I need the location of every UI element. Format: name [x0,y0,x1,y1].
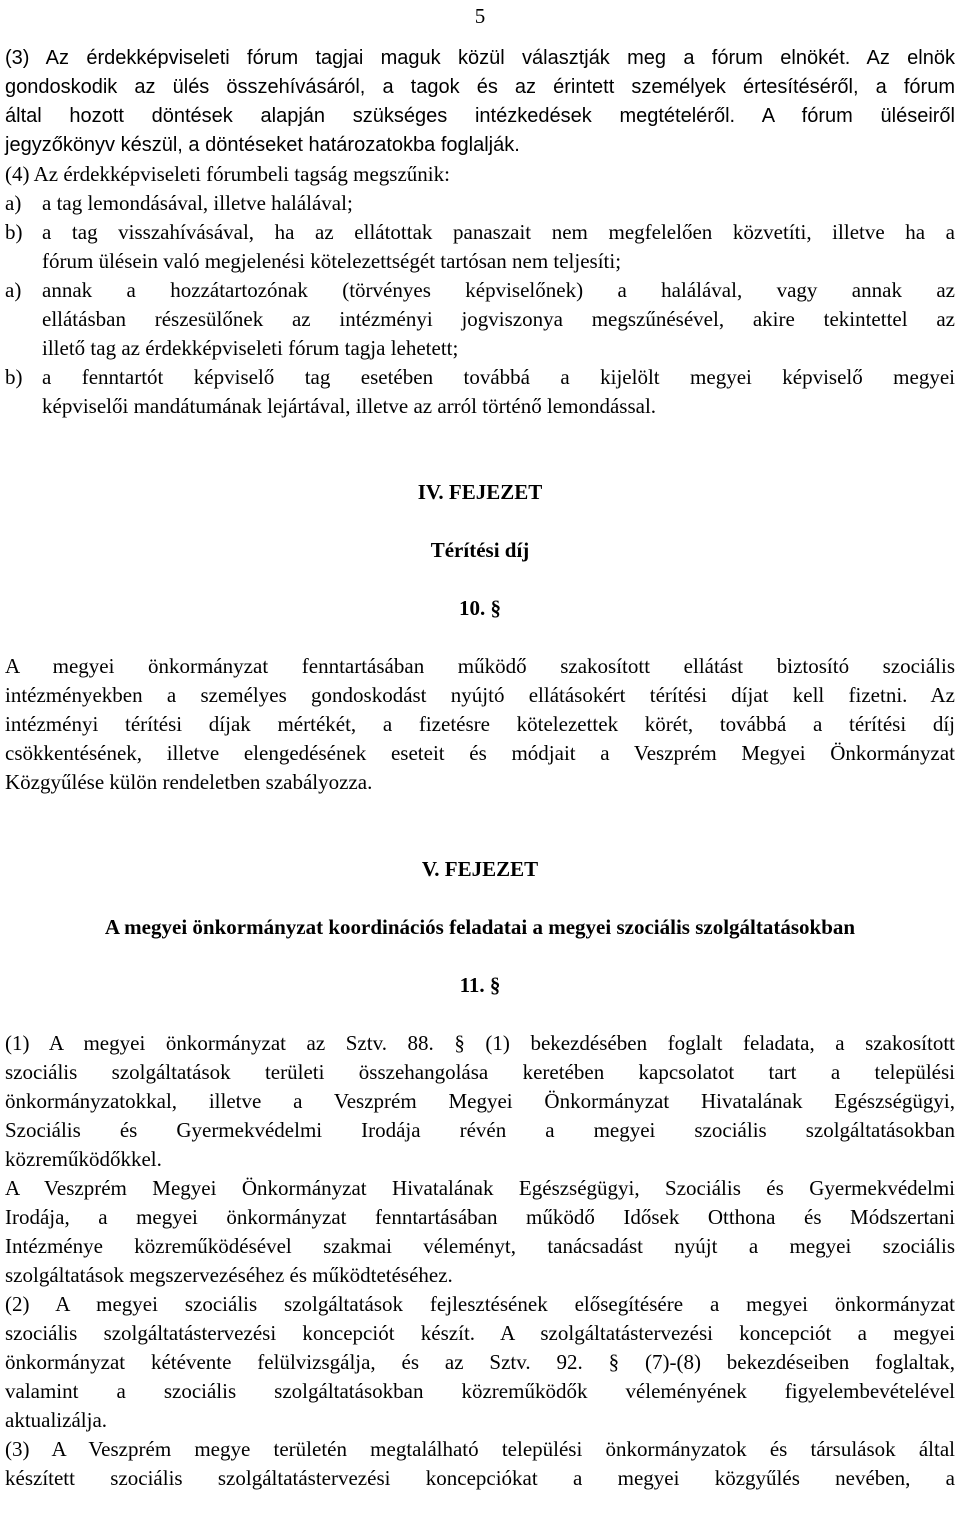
text-line: valamint a szociális szolgáltatásokban közreműködők véleményének figyelembevételével [5,1379,955,1403]
chapter-heading: IV. FEJEZET [417,480,543,504]
text-line: önkormányzatokkal, illetve a Veszprém Megyei Önkormányzat Hivatalának Egészségügyi, [5,1089,955,1113]
section-number: 11. § [459,973,501,997]
list-marker: b) [5,220,23,244]
list-item-text: a tag lemondásával, illetve halálával; [42,191,353,215]
list-item-text: a fenntartót képviselő tag esetében továbbá a kijelölt megyei képviselő megyei [42,365,955,389]
text-line: által hozott döntések alapján szükséges intézkedések megtételéről. A fórum üléseiről [5,105,955,127]
list-item-text: illető tag az érdekképviseleti fórum tagja lehetett; [42,336,459,360]
chapter-title: Térítési díj [430,538,530,562]
text-line: Irodája, a megyei önkormányzat fenntartásában működő Idősek Otthona és Módszertani [5,1205,955,1229]
section-number: 10. § [459,596,501,620]
text-line: önkormányzat kétévente felülvizsgálja, és az Sztv. 92. § (7)-(8) bekezdéseiben foglaltak, [5,1350,955,1374]
text-line: A Veszprém Megyei Önkormányzat Hivatalának Egészségügyi, Szociális és Gyermekvédelmi [5,1176,955,1200]
text-line: intézményi térítési díjak mértékét, a fizetésre kötelezettek körét, továbbá a térítési díj [5,712,955,736]
text-line: csökkentésének, illetve elengedésének eseteit és módjait a Veszprém Megyei Önkormányzat [5,741,955,765]
text-line: (1) A megyei önkormányzat az Sztv. 88. § (1) bekezdésében foglalt feladata, a szakosított [5,1031,955,1055]
text-line: szociális szolgáltatástervezési koncepciót készít. A szolgáltatástervezési koncepciót a megyei [5,1321,955,1345]
text-line: Intézménye közreműködésével szakmai véleményt, tanácsadást nyújt a megyei szociális [5,1234,955,1258]
text-line: Szociális és Gyermekvédelmi Irodája révén a megyei szociális szolgáltatásokban [5,1118,955,1142]
text-line: jegyzőkönyv készül, a döntéseket határozatokba foglalják. [5,134,520,156]
list-item-text: a tag visszahívásával, ha az ellátottak panaszait nem megfelelően közvetíti, illetve ha a [42,220,955,244]
text-line: szociális szolgáltatások területi összehangolása keretében kapcsolatot tart a települési [5,1060,955,1084]
chapter-heading: V. FEJEZET [421,857,539,881]
text-line: Közgyűlése külön rendeletben szabályozza. [5,770,373,794]
list-item-text: képviselői mandátumának lejártával, illetve az arról történő lemondással. [42,394,657,418]
text-line: gondoskodik az ülés összehívásáról, a tagok és az érintett személyek értesítéséről, a fórum [5,76,955,98]
text-line: közreműködőkkel. [5,1147,162,1171]
page-number: 5 [474,4,486,28]
text-line: (2) A megyei szociális szolgáltatások fejlesztésének elősegítésére a megyei önkormányzat [5,1292,955,1316]
text-line: (3) A Veszprém megye területén megtalálható települési önkormányzatok és társulások által [5,1437,955,1461]
text-line: készített szociális szolgáltatástervezési koncepciókat a megyei közgyűlés nevében, a [5,1466,955,1490]
text-line: intézményekben a személyes gondoskodást nyújtó ellátásokért térítési díjat kell fizetni. Az [5,683,955,707]
list-marker: a) [5,191,22,215]
paragraph-intro: (4) Az érdekképviseleti fórumbeli tagság megszűnik: [5,162,450,186]
list-item-text: annak a hozzátartozónak (törvényes képviselőnek) a halálával, vagy annak az [42,278,955,302]
text-line: szolgáltatások megszervezéséhez és működtetéséhez. [5,1263,453,1287]
list-marker: b) [5,365,23,389]
text-line: (3) Az érdekképviseleti fórum tagjai maguk közül választják meg a fórum elnökét. Az elnök [5,47,955,69]
chapter-title: A megyei önkormányzat koordinációs feladatai a megyei szociális szolgáltatásokban [104,915,856,939]
text-line: A megyei önkormányzat fenntartásában működő szakosított ellátást biztosító szociális [5,654,955,678]
list-marker: a) [5,278,22,302]
text-line: aktualizálja. [5,1408,108,1432]
list-item-text: fórum ülésein való megjelenési kötelezettségét tartósan nem teljesíti; [42,249,622,273]
list-item-text: ellátásban részesülőnek az intézményi jogviszonya megszűnésével, akire tekintettel az [42,307,955,331]
